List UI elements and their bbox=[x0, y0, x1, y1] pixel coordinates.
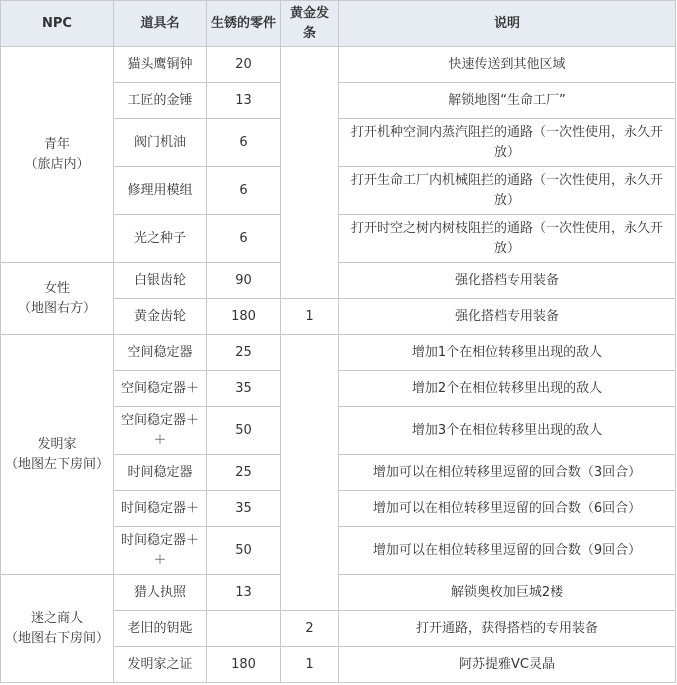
npc-name: 迷之商人 （地图右下房间） bbox=[4, 610, 109, 646]
table-row bbox=[1, 575, 676, 611]
header-row bbox=[1, 1, 676, 47]
rusty-parts-cost: 6 bbox=[207, 167, 281, 215]
item-name: 老旧的钥匙 bbox=[114, 611, 207, 647]
gold-spring-cost: 1 bbox=[281, 299, 339, 335]
item-name: 猎人执照 bbox=[114, 575, 207, 611]
item-description: 阿苏提雅VC灵晶 bbox=[339, 647, 676, 683]
item-name: 修理用模组 bbox=[114, 167, 207, 215]
rusty-parts-cost: 13 bbox=[207, 83, 281, 119]
npc-name: 发明家 （地图左下房间） bbox=[4, 436, 109, 472]
rusty-parts-cost: 90 bbox=[207, 263, 281, 299]
item-name: 时间稳定器 bbox=[114, 455, 207, 491]
npc-cell bbox=[1, 575, 114, 683]
npc-name: 女性 （地图右方） bbox=[17, 280, 96, 316]
rusty-parts-cost: 6 bbox=[207, 119, 281, 167]
rusty-parts-cost: 25 bbox=[207, 455, 281, 491]
rusty-parts-cost: 13 bbox=[207, 575, 281, 611]
rusty-parts-cost: 35 bbox=[207, 491, 281, 527]
item-name: 猫头鹰铜钟 bbox=[114, 47, 207, 83]
item-name: 工匠的金锤 bbox=[114, 83, 207, 119]
header-rusty-parts: 生锈的零件 bbox=[207, 1, 281, 47]
item-description: 强化搭档专用装备 bbox=[339, 299, 676, 335]
item-name: 阀门机油 bbox=[114, 119, 207, 167]
item-description: 打开生命工厂内机械阻拦的通路（一次性使用，永久开放） bbox=[339, 167, 676, 215]
table-row bbox=[1, 335, 676, 371]
item-description: 打开时空之树内树枝阻拦的通路（一次性使用，永久开放） bbox=[339, 215, 676, 263]
header-item-name: 道具名 bbox=[114, 1, 207, 47]
rusty-parts-cost: 180 bbox=[207, 647, 281, 683]
item-description: 增加可以在相位转移里逗留的回合数（9回合） bbox=[339, 527, 676, 575]
rusty-parts-cost: 180 bbox=[207, 299, 281, 335]
item-name: 空间稳定器 bbox=[114, 335, 207, 371]
rusty-parts-cost: 6 bbox=[207, 215, 281, 263]
item-description: 增加可以在相位转移里逗留的回合数（6回合） bbox=[339, 491, 676, 527]
item-name: 发明家之证 bbox=[114, 647, 207, 683]
item-name: 时间稳定器＋ bbox=[114, 491, 207, 527]
item-description: 解锁奥枚加巨城2楼 bbox=[339, 575, 676, 611]
item-name: 白银齿轮 bbox=[114, 263, 207, 299]
rusty-parts-cost: 50 bbox=[207, 527, 281, 575]
npc-cell bbox=[1, 47, 114, 263]
gold-spring-cost bbox=[281, 47, 339, 299]
item-description: 强化搭档专用装备 bbox=[339, 263, 676, 299]
gold-spring-cost: 2 bbox=[281, 611, 339, 647]
item-name: 空间稳定器＋ bbox=[114, 371, 207, 407]
item-name: 光之种子 bbox=[114, 215, 207, 263]
item-description: 增加可以在相位转移里逗留的回合数（3回合） bbox=[339, 455, 676, 491]
table-row bbox=[1, 47, 676, 83]
item-description: 打开通路，获得搭档的专用装备 bbox=[339, 611, 676, 647]
header-npc: NPC bbox=[1, 1, 114, 47]
npc-cell bbox=[1, 335, 114, 575]
rusty-parts-cost: 50 bbox=[207, 407, 281, 455]
rusty-parts-cost: 35 bbox=[207, 371, 281, 407]
item-description: 增加3个在相位转移里出现的敌人 bbox=[339, 407, 676, 455]
item-description: 增加2个在相位转移里出现的敌人 bbox=[339, 371, 676, 407]
table-row bbox=[1, 263, 676, 299]
item-description: 增加1个在相位转移里出现的敌人 bbox=[339, 335, 676, 371]
npc-name: 青年 （旅店内） bbox=[24, 136, 90, 172]
gold-spring-cost: 1 bbox=[281, 647, 339, 683]
item-name: 黄金齿轮 bbox=[114, 299, 207, 335]
rusty-parts-cost: 20 bbox=[207, 47, 281, 83]
header-description: 说明 bbox=[339, 1, 676, 47]
rusty-parts-cost bbox=[207, 611, 281, 647]
npc-cell bbox=[1, 263, 114, 335]
rusty-parts-cost: 25 bbox=[207, 335, 281, 371]
item-description: 解锁地图“生命工厂” bbox=[339, 83, 676, 119]
item-description: 打开机种空洞内蒸汽阻拦的通路（一次性使用，永久开放） bbox=[339, 119, 676, 167]
item-description: 快速传送到其他区域 bbox=[339, 47, 676, 83]
header-gold-spring: 黄金发条 bbox=[281, 1, 339, 47]
item-name: 时间稳定器＋＋ bbox=[114, 527, 207, 575]
item-name: 空间稳定器＋＋ bbox=[114, 407, 207, 455]
gold-spring-cost bbox=[281, 335, 339, 611]
